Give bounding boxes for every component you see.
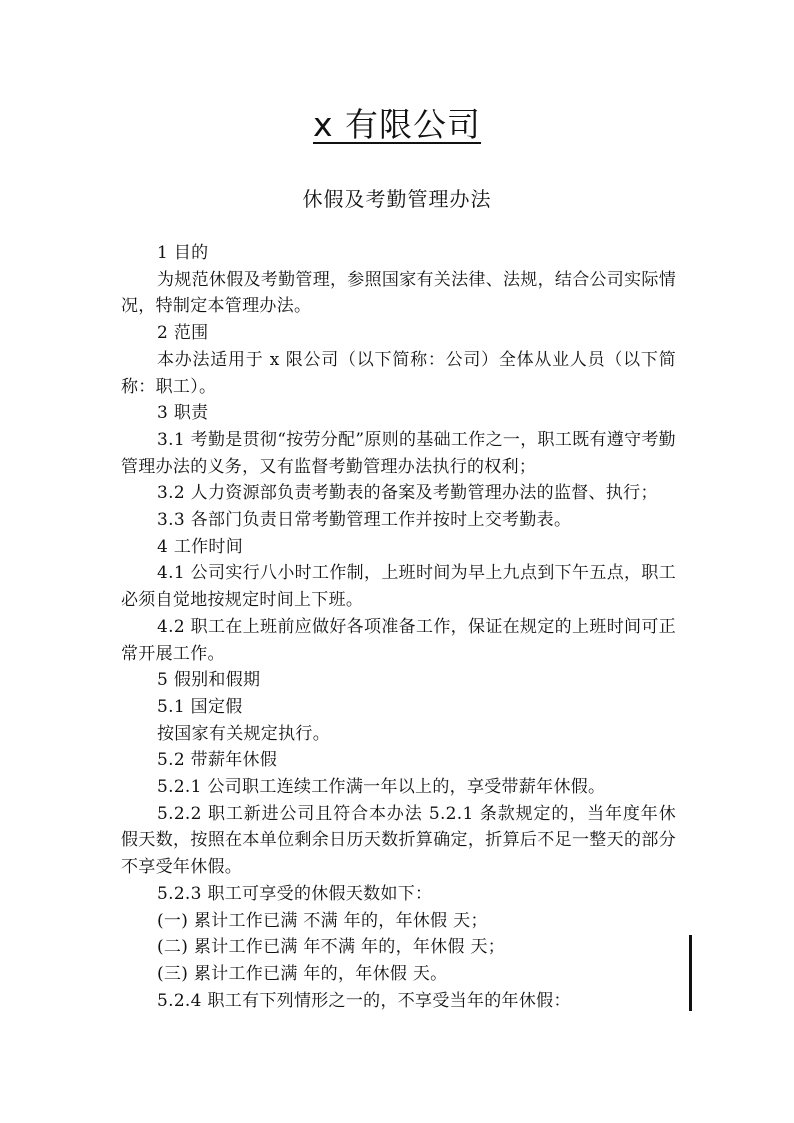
subsection-heading: 5.1 国定假 [157,696,243,717]
section-heading: 1 目的 [157,243,209,263]
document-body [121,240,676,1014]
clause: 5.2.2 职工新进公司且符合本办法 5.2.1 条款规定的，当年度年休假天数，按照在本单位剩余日历天数折算确定，折算后不足一整天的部分不享受年休假。 [121,803,676,878]
paragraph: 本办法适用于 x 限公司（以下简称：公司）全体从业人员（以下简称：职工）。 [121,349,676,397]
margin-change-bar [689,935,692,1011]
paragraph: 为规范休假及考勤管理，参照国家有关法律、法规，结合公司实际情况，特制定本管理办法。 [121,269,676,317]
clause: 3.2 人力资源部负责考勤表的备案及考勤管理办法的监督、执行； [157,483,658,504]
clause: 4.2 职工在上班前应做好各项准备工作，保证在规定的上班时间可正常开展工作。 [121,616,676,664]
section-heading: 5 假别和假期 [157,670,261,691]
clause: 5.2.1 公司职工连续工作满一年以上的，享受带薪年休假。 [157,777,606,798]
company-title [0,103,794,147]
paragraph: 按国家有关规定执行。 [157,723,330,744]
company-name: x 有限公司 [312,105,482,144]
section-heading: 2 范围 [157,323,209,344]
list-item: (三) 累计工作已满 年的，年休假 天。 [157,963,448,984]
clause: 3.3 各部门负责日常考勤管理工作并按时上交考勤表。 [157,510,572,531]
document-title: 休假及考勤管理办法 [302,187,492,211]
clause: 4.1 公司实行八小时工作制，上班时间为早上九点到下午五点，职工必须自觉地按规定时间上下班。 [121,563,676,611]
clause: 5.2.4 职工有下列情形之一的，不享受当年的年休假： [157,990,571,1011]
list-item: (二) 累计工作已满 年不满 年的，年休假 天； [157,937,506,958]
clause: 5.2.3 职工可享受的休假天数如下： [157,883,433,904]
section-heading: 3 职责 [157,403,209,424]
clause: 3.1 考勤是贯彻“按劳分配”原则的基础工作之一，职工既有遵守考勤管理办法的义务，又有监督考勤管理办法执行的权利； [121,429,676,477]
section-heading: 4 工作时间 [157,536,244,557]
subsection-heading: 5.2 带薪年休假 [157,750,278,771]
list-item: (一) 累计工作已满 不满 年的，年休假 天； [157,910,488,931]
